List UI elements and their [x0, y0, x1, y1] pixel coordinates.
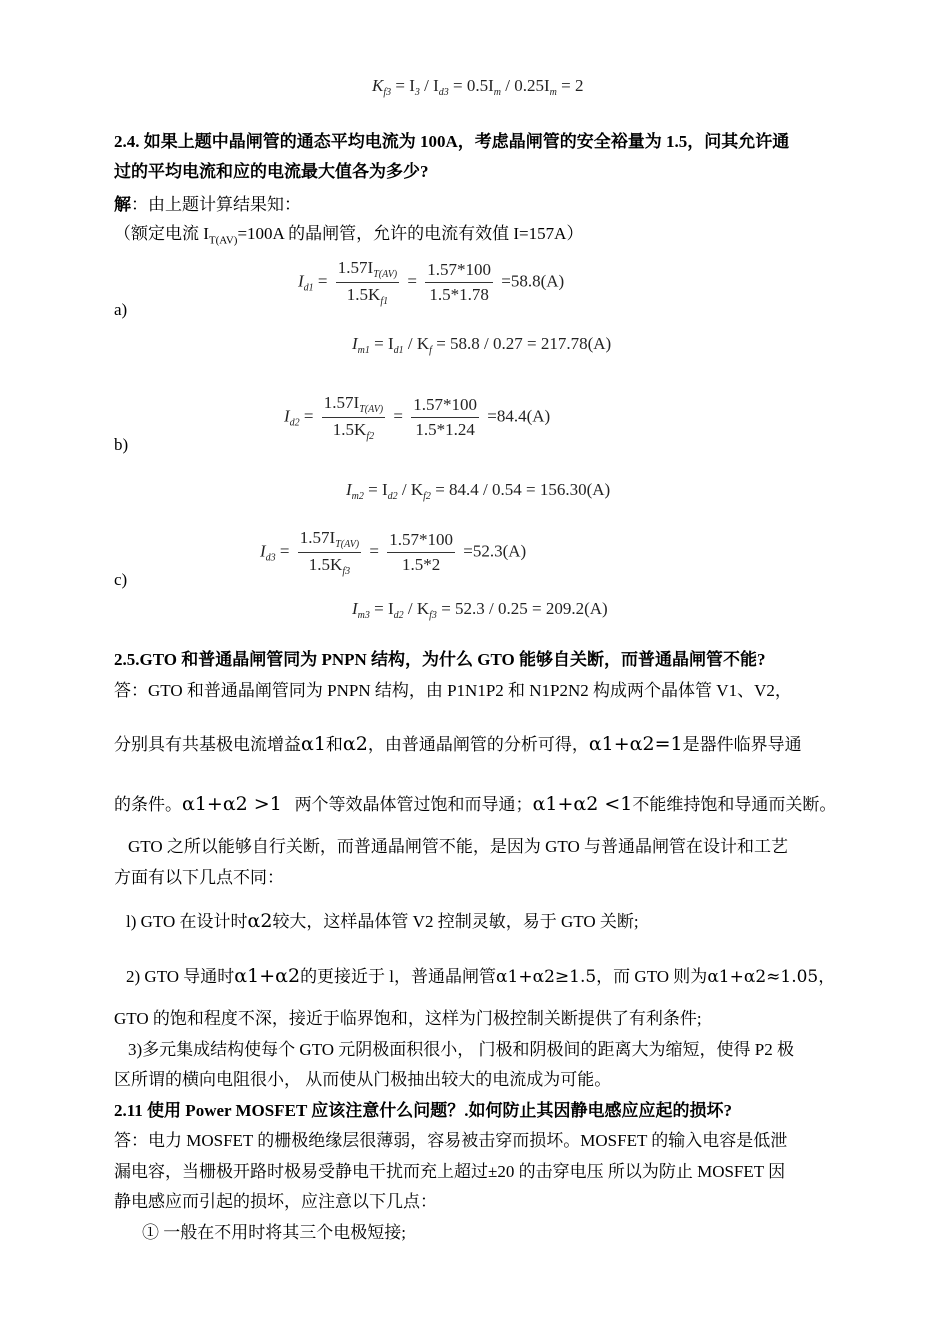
question-2-5-title: 2.5.GTO 和普通晶闸管同为 PNPN 结构，为什么 GTO 能够自关断，而普通晶闸管不能? — [114, 650, 766, 669]
answer-label: 解 — [114, 195, 131, 214]
answer-2-11-p3: 静电感应而引起的损坏，应注意以下几点： — [114, 1192, 437, 1211]
question-2-11-title: 2.11 使用 Power MOSFET 应该注意什么问题？.如何防止其因静电感应应起的损坏? — [114, 1101, 732, 1120]
question-2-4-title-line2: 过的平均电流和应的电流最大值各为多少? — [114, 162, 429, 181]
answer-2-11-p2: 漏电容，当栅极开路时极易受静电干扰而充上超过±20 的击穿电压 所以为防止 MOSFET 因 — [114, 1162, 786, 1181]
answer-2-5-p1: 答：GTO 和普通晶阐管同为 PNPN 结构，由 P1N1P2 和 N1P2N2 构成两个晶体管 V1、V2， — [114, 681, 792, 700]
answer-2-11-item1: ① 一般在不用时将其三个电极短接; — [142, 1223, 406, 1242]
question-2-4-title-line1: 2.4. 如果上题中晶闸管的通态平均电流为 100A，考虑晶闸管的安全裕量为 1.5，问其允许通 — [114, 132, 790, 151]
case-b-label: b) — [114, 435, 129, 454]
answer-2-11-p1: 答：电力 MOSFET 的栅极绝缘层很薄弱，容易被击穿而损坏。MOSFET 的输入电容是低泄 — [114, 1131, 788, 1150]
case-c-label: c) — [114, 570, 128, 589]
answer-2-5-point2: 2) GTO 导通时α1+α2的更接近于 l，普通晶闸管α1+α2≥1.5，而 GTO 则为α1+α2≈1.05， — [126, 965, 836, 987]
answer-2-5-p10: 区所谓的横向电阻很小， 从而使从门极抽出较大的电流成为可能。 — [114, 1070, 612, 1089]
answer-2-5-p5: 方面有以下几点不同： — [114, 868, 284, 887]
answer-2-4-intro: 解：由上题计算结果知： — [114, 195, 301, 214]
answer-2-5-point1: l) GTO 在设计时α2较大，这样晶体管 V2 控制灵敏，易于 GTO 关断; — [126, 910, 639, 932]
equation-id2: $I_{d2}$ = $\frac{1.57I_{T(AV)}}{1.5K_{f2}}$ = $\frac{1.57*100}{1.5*1.24}$ =84.4(A) — [284, 393, 551, 442]
equation-id1: $I_{d1}$ = $\frac{1.57I_{T(AV)}}{1.5K_{f1}}$ = $\frac{1.57*100}{1.5*1.78}$ =58.8(A) — [298, 258, 565, 307]
equation-kf3: $K_{f3} = I_3 / I_{d3} = 0.5I_m / 0.25I_m = 2$ — [372, 76, 584, 98]
equation-id3: $I_{d3}$ = $\frac{1.57I_{T(AV)}}{1.5K_{f3}}$ = $\frac{1.57*100}{1.5*2}$ =52.3(A) — [260, 528, 527, 577]
equation-im3: $I_{m3} = I_{d2} / K_{f3} = 52.3 / 0.25 = 209.2(A)$ — [352, 599, 608, 621]
rated-current-note: （额定电流 $I_{T(AV)}=100A$ 的晶闸管，允许的电流有效值 I=157A） — [114, 224, 584, 247]
answer-2-5-point3: 3)多元集成结构使每个 GTO 元阴极面积很小， 门极和阴极间的距离大为缩短，使得 P2 极 — [128, 1040, 794, 1059]
case-a-label: a) — [114, 300, 128, 319]
equation-im1: $I_{m1} = I_{d1} / K_f = 58.8 / 0.27 = 217.78(A)$ — [352, 334, 612, 356]
answer-2-5-p8: GTO 的饱和程度不深，接近于临界饱和，这样为门极控制关断提供了有利条件; — [114, 1009, 702, 1028]
answer-2-5-p3: 的条件。α1+α2 >1 两个等效晶体管过饱和而导通；α1+α2 <1不能维持饱和导通而关断。 — [114, 793, 837, 815]
equation-im2: $I_{m2} = I_{d2} / K_{f2} = 84.4 / 0.54 = 156.30(A)$ — [346, 480, 611, 502]
answer-2-5-p4: GTO 之所以能够自行关断，而普通晶闸管不能，是因为 GTO 与普通晶闸管在设计和工艺 — [128, 837, 789, 856]
answer-2-5-p2: 分别具有共基极电流增益α1和α2，由普通晶阐管的分析可得，α1+α2=1是器件临界导通 — [114, 733, 802, 755]
